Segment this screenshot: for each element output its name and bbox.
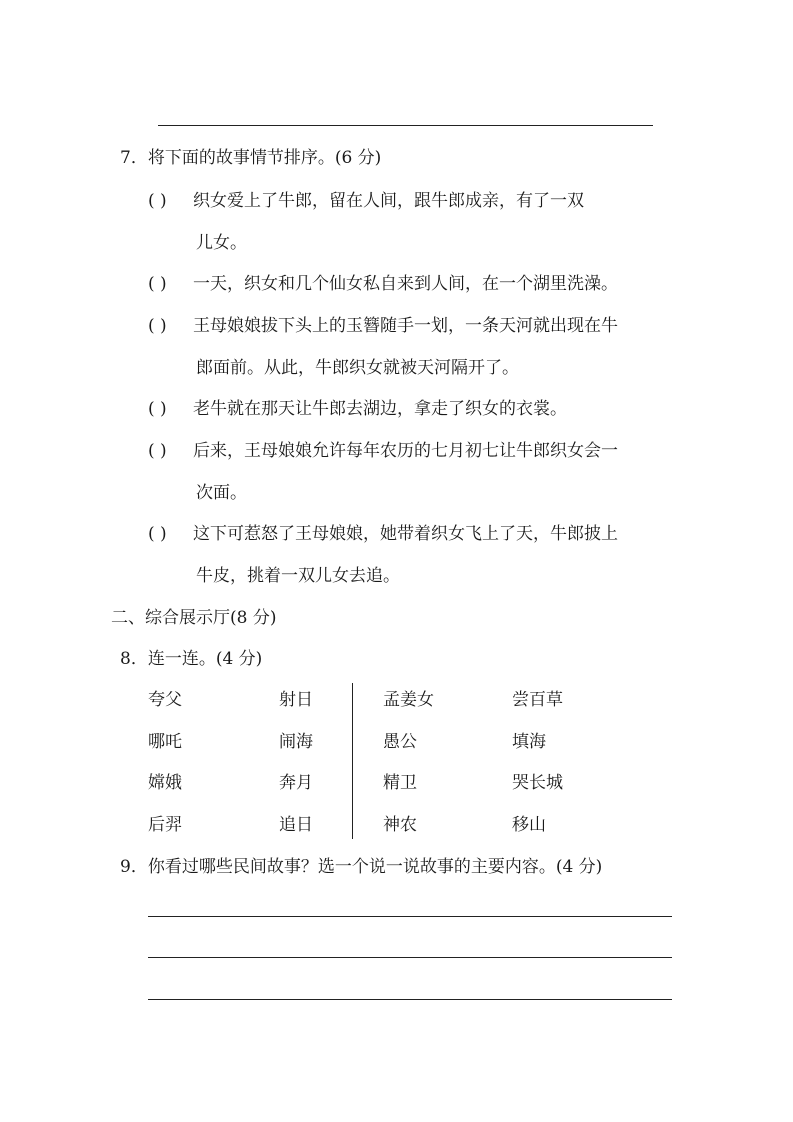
q9-answer-line-1[interactable]: [148, 916, 672, 917]
q7-item-1-blank[interactable]: ( ): [148, 191, 167, 211]
q8-left-name-3[interactable]: 嫦娥: [148, 773, 182, 793]
answer-line-top[interactable]: [158, 125, 653, 126]
q8-right-deed-1[interactable]: 尝百草: [512, 690, 563, 710]
q8-right-name-4[interactable]: 神农: [383, 815, 417, 835]
q8-right-deed-3[interactable]: 哭长城: [512, 773, 563, 793]
q7-item-3-text-cont: 郎面前。从此，牛郎织女就被天河隔开了。: [196, 358, 519, 378]
q8-right-name-1[interactable]: 孟姜女: [383, 690, 434, 710]
q7-item-5-blank[interactable]: ( ): [148, 441, 167, 461]
section-2-title: 二、综合展示厅(8 分): [111, 608, 277, 628]
q7-item-5-text: 后来，王母娘娘允许每年农历的七月初七让牛郎织女会一: [193, 441, 618, 461]
q7-item-3-blank[interactable]: ( ): [148, 316, 167, 336]
q7-item-5-text-cont: 次面。: [196, 483, 247, 503]
q8-right-name-2[interactable]: 愚公: [383, 732, 417, 752]
q8-left-name-4[interactable]: 后羿: [148, 815, 182, 835]
q7-item-2-text: 一天，织女和几个仙女私自来到人间，在一个湖里洗澡。: [193, 274, 618, 294]
q7-item-6-text: 这下可惹怒了王母娘娘，她带着织女飞上了天，牛郎披上: [193, 524, 618, 544]
q8-left-deed-2[interactable]: 闹海: [279, 732, 313, 752]
q8-right-deed-2[interactable]: 填海: [512, 732, 546, 752]
q7-item-2-blank[interactable]: ( ): [148, 274, 167, 294]
q7-title: 7．将下面的故事情节排序。(6 分): [120, 148, 382, 168]
q7-item-3-text: 王母娘娘拔下头上的玉簪随手一划，一条天河就出现在牛: [193, 316, 618, 336]
q8-right-name-3[interactable]: 精卫: [383, 773, 417, 793]
q7-item-4-text: 老牛就在那天让牛郎去湖边，拿走了织女的衣裳。: [193, 399, 567, 419]
q7-item-6-text-cont: 牛皮，挑着一双儿女去追。: [196, 566, 400, 586]
q7-item-4-blank[interactable]: ( ): [148, 399, 167, 419]
q9-title: 9．你看过哪些民间故事？选一个说一说故事的主要内容。(4 分): [120, 857, 603, 877]
q9-answer-line-2[interactable]: [148, 957, 672, 958]
q7-item-1-text: 织女爱上了牛郎，留在人间，跟牛郎成亲，有了一双: [193, 191, 584, 211]
q8-left-deed-3[interactable]: 奔月: [279, 773, 313, 793]
q8-left-deed-1[interactable]: 射日: [279, 690, 313, 710]
q8-title: 8．连一连。(4 分): [120, 649, 263, 669]
q8-left-deed-4[interactable]: 追日: [279, 815, 313, 835]
q7-item-6-blank[interactable]: ( ): [148, 524, 167, 544]
q8-left-name-2[interactable]: 哪吒: [148, 732, 182, 752]
q8-right-deed-4[interactable]: 移山: [512, 815, 546, 835]
q8-divider: [352, 683, 353, 839]
q8-left-name-1[interactable]: 夸父: [148, 690, 182, 710]
q7-item-1-text-cont: 儿女。: [196, 233, 247, 253]
q9-answer-line-3[interactable]: [148, 999, 672, 1000]
